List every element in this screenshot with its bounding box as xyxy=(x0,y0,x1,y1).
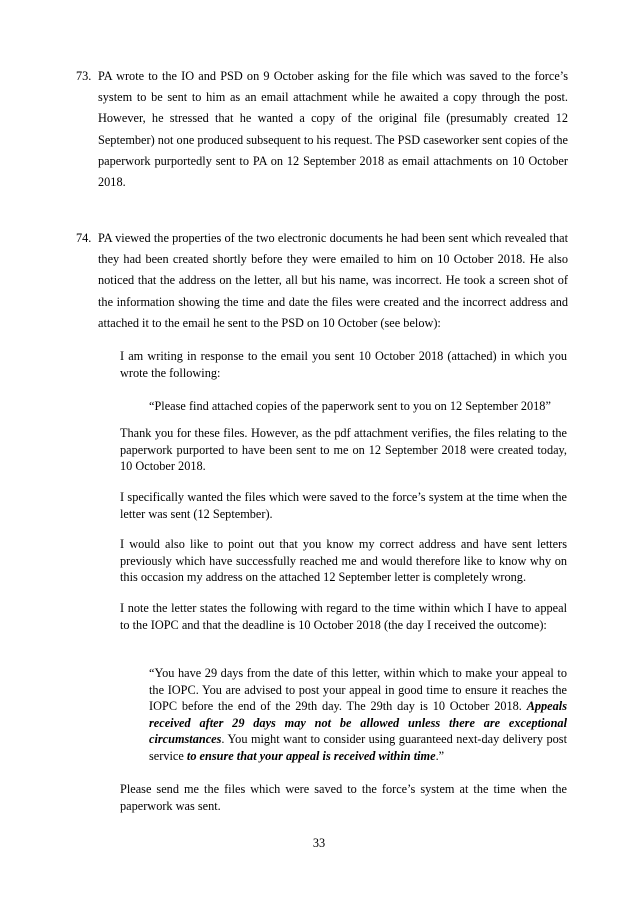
paragraph-text: PA wrote to the IO and PSD on 9 October asking for the file which was saved to the force’s system to be sent to him as an email attachment while he awaited a copy through the post. However, he stressed that he wanted a copy of the original file (presumably created 12 September) not one produced subsequent to his request. The PSD caseworker sent copies of the paperwork purportedly sent to PA on 12 September 2018 as email attachments on 10 October 2018. xyxy=(98,69,569,190)
paragraph-number: 74. xyxy=(76,231,92,245)
appeal-text-a: “You have 29 days from the date of this letter, within which to make your appeal to the IOPC. You are advised to post your appeal in good time to ensure it reaches the IOPC before the end of the 29th day. The 29th day is 10 October 2018. xyxy=(149,666,567,714)
paragraph-73 xyxy=(76,66,568,193)
paragraph-number: 73. xyxy=(76,69,92,83)
paragraph-74 xyxy=(76,228,568,334)
email-quote-files: Thank you for these files. However, as the pdf attachment verifies, the files relating to the paperwork purported to have been sent to me on 12 September 2018 were created today, 10 October 2018. xyxy=(120,426,567,474)
paragraph-text: PA viewed the properties of the two electronic documents he had been sent which revealed that they had been created shortly before they were emailed to him on 10 October 2018. He also noticed that the address on the letter, all but his name, was incorrect. He took a screen shot of the information showing the time and date the files were created and the incorrect address and attached it to the email he sent to the PSD on 10 October (see below): xyxy=(98,231,568,330)
email-quote-deadline: I note the letter states the following with regard to the time within which I have to appeal to the IOPC and that the deadline is 10 October 2018 (the day I received the outcome): xyxy=(120,601,567,632)
appeal-text-emphasis-2: to ensure that your appeal is received within time xyxy=(186,748,436,763)
page-number: 33 xyxy=(312,836,326,850)
email-inner-quote-appeal xyxy=(149,665,567,765)
email-quote-intro: I am writing in response to the email you sent 10 October 2018 (attached) in which you wrote the following: xyxy=(120,349,567,380)
email-quote-address: I would also like to point out that you know my correct address and have sent letters previously which have successfully reached me and would therefore like to know why on this occasion my address on the attached 12 September letter is completely wrong. xyxy=(120,537,567,585)
email-quote-specific: I specifically wanted the files which were saved to the force’s system at the time when the letter was sent (12 September). xyxy=(120,490,567,521)
appeal-text-e: .” xyxy=(435,748,445,763)
email-quote-request: Please send me the files which were saved to the force’s system at the time when the paperwork was sent. xyxy=(120,782,567,813)
appeal-text-emphasis-1: Appeals received after 29 days may not be allowed unless there are exceptional circumstances xyxy=(149,699,567,747)
appeal-text-c: . You might want to consider using guaranteed next-day delivery post service xyxy=(149,732,567,763)
email-inner-quote: “Please find attached copies of the paperwork sent to you on 12 September 2018” xyxy=(149,399,551,413)
